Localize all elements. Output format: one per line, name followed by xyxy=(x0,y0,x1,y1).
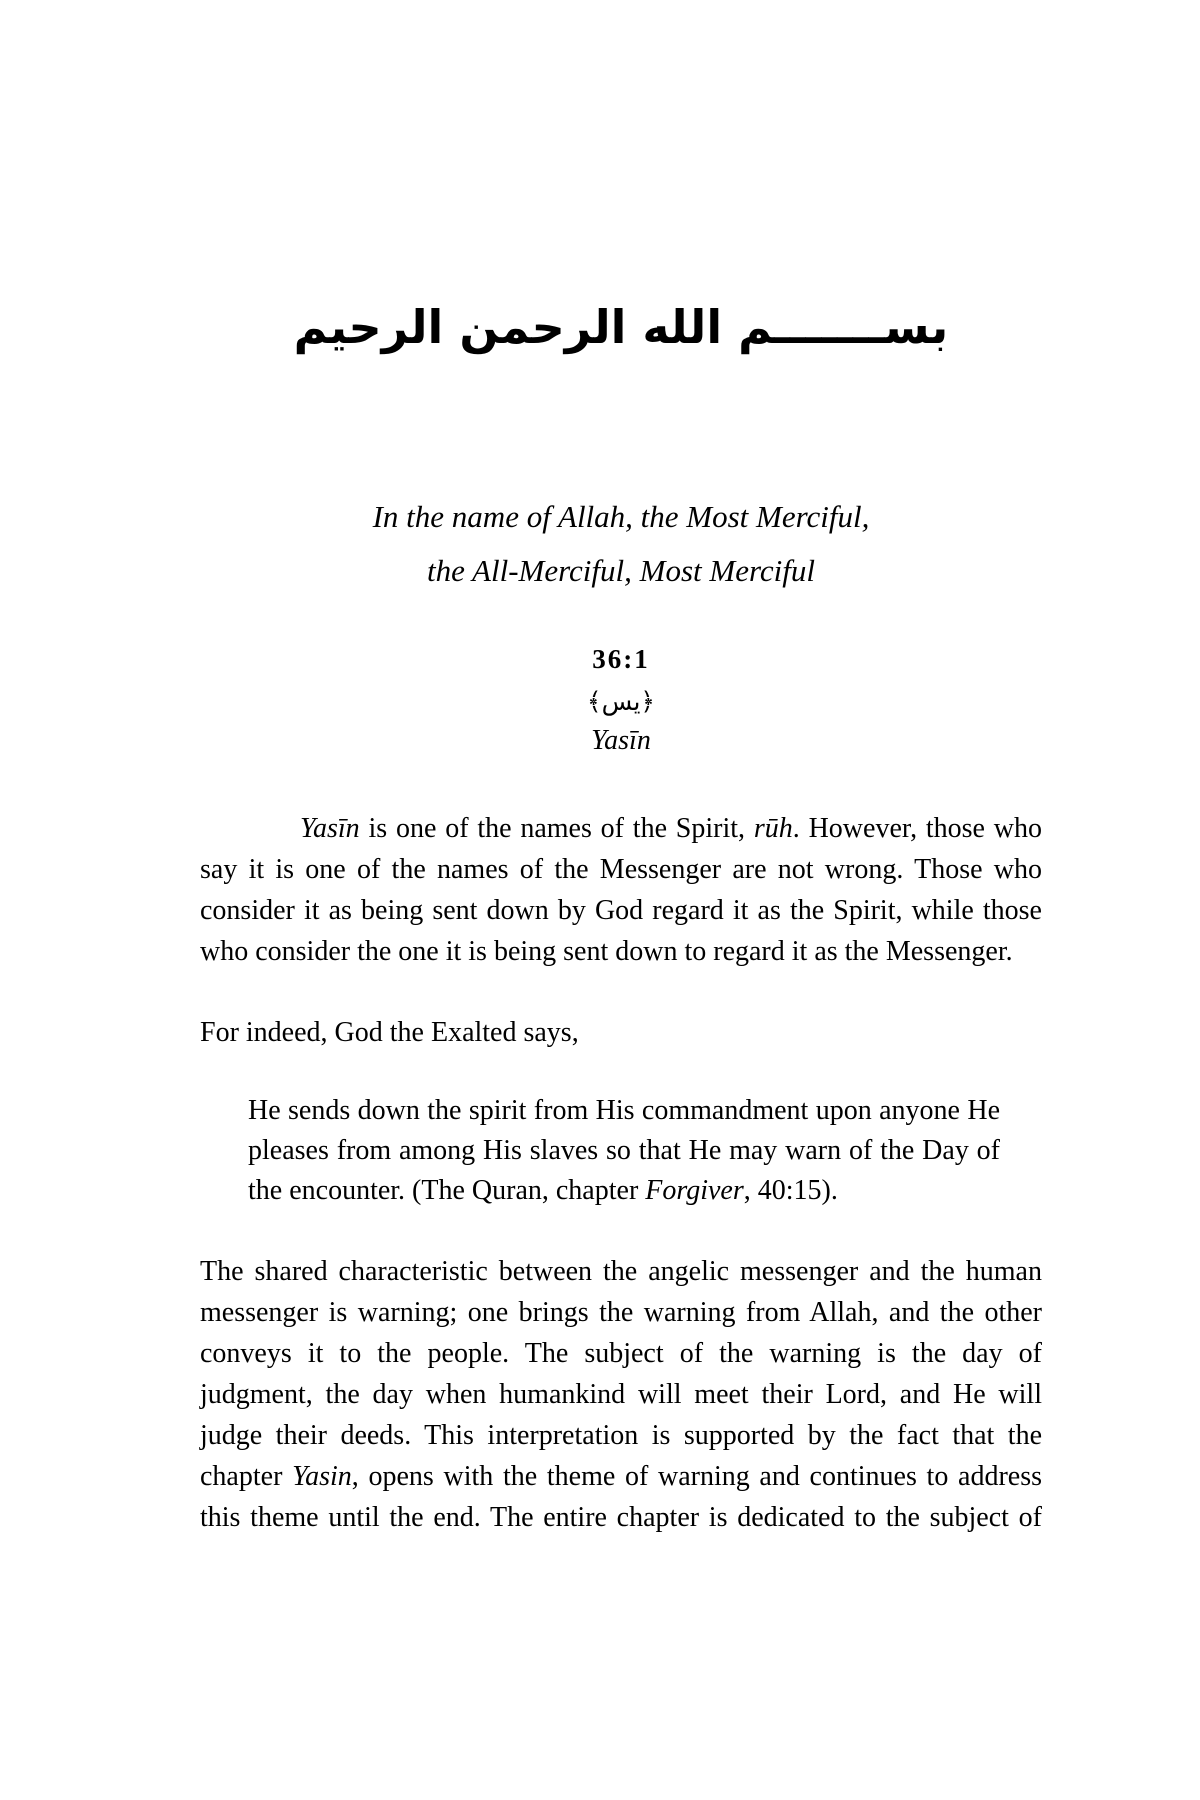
quran-quote: He sends down the spirit from His commandment upon anyone He pleases from among His slaves so that He may warn of the Day of the encounter. (The Quran, chapter Forgiver, 40:15). xyxy=(248,1095,1000,1206)
verse-arabic-name: ﴿يس﴾ xyxy=(586,687,656,716)
bismillah-translation xyxy=(200,490,1042,598)
page-content xyxy=(0,252,1200,1538)
intro-line: For indeed, God the Exalted says, xyxy=(200,1017,579,1048)
opening-paragraph: Yasīn is one of the names of the Spirit, rūh. However, those who say it is one of the names of the Messenger are not wrong. Those who consider it as being sent down by God regard it as the Spirit, while those who consider the one it is being sent down to regard it as the Messenger. xyxy=(200,813,1043,967)
verse-transliterated-name: Yasīn xyxy=(591,725,651,756)
bismillah-translation-line2: the All-Merciful, Most Merciful xyxy=(427,553,815,588)
verse-reference: 36:1 xyxy=(592,644,650,674)
bismillah-translation-line1: In the name of Allah, the Most Merciful, xyxy=(372,499,870,534)
bismillah-calligraphy: بســـــــم الله الرحمن الرحيم xyxy=(293,300,949,354)
commentary-paragraph: The shared characteristic between the angelic messenger and the human messenger is warning; one brings the warning from Allah, and the other conveys it to the people. The subject of the warning is the day of judgment, the day when humankind will meet their Lord, and He will judge their deeds. This interpretation is supported by the fact that the chapter Yasin, opens with the theme of warning and continues to address this theme until the end. The entire chapter is dedicated to the subject of xyxy=(200,1256,1043,1533)
